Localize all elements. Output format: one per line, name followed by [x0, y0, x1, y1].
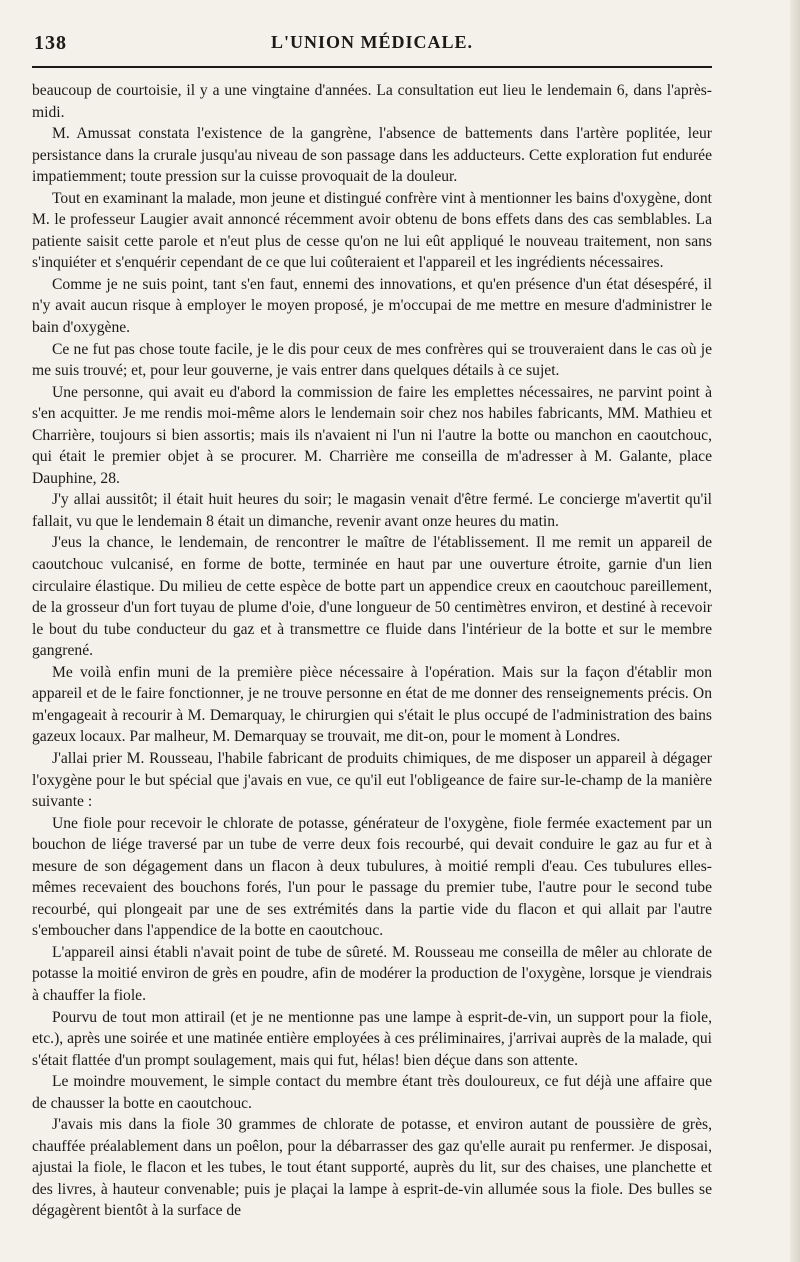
paragraph: M. Amussat constata l'existence de la gangrène, l'absence de battements dans l'artère poplitée, leur persistance dans la crurale jusqu'au niveau de son passage dans les adducteurs. Cette exploration fut endurée impatiemment; toute pression sur la cuisse provoquait de la douleur. [32, 125, 712, 186]
paragraph: Tout en examinant la malade, mon jeune et distingué confrère vint à mentionner les bains d'oxygène, dont M. le professeur Laugier avait annoncé récemment avoir obtenu de bons effets dans des cas semblables. La patiente saisit cette parole et n'eut plus de cesse qu'on ne lui eût appliqué le nouveau traitement, non sans s'inquiéter et s'enquérir cependant de ce que lui coûteraient et l'appareil et les ingrédients nécessaires. [32, 189, 712, 272]
paragraph: L'appareil ainsi établi n'avait point de tube de sûreté. M. Rousseau me conseilla de mêler au chlorate de potasse la moitié environ de grès en poudre, afin de modérer la production de l'oxygène, lorsque je viendrais à chauffer la fiole. [32, 943, 712, 1004]
paragraph: J'avais mis dans la fiole 30 grammes de chlorate de potasse, et environ autant de poussière de grès, chauffée préalablement dans un poêlon, pour la débarrasser des gaz qu'elle aurait pu renfermer. Je disposai, ajustai la fiole, le flacon et les tubes, le tout étant supporté, auprès du lit, sur des chaises, une planchette et des livres, à hauteur convenable; puis je plaçai la lampe à esprit-de-vin allumée sous la fiole. Des bulles se dégagèrent bientôt à la surface de [32, 1116, 712, 1220]
paragraph: J'eus la chance, le lendemain, de rencontrer le maître de l'établissement. Il me remit un appareil de caoutchouc vulcanisé, en forme de botte, terminée en haut par une ouverture étroite, garnie d'un lien circulaire élastique. Du milieu de cette espèce de botte part un appendice creux en caoutchouc pareillement, de la grosseur d'un fort tuyau de plume d'oie, d'une longueur de 50 centimètres environ, et destiné à recevoir le bout du tube conducteur du gaz et à transmettre ce fluide dans l'intérieur de la botte et sur le membre gangrené. [32, 534, 712, 660]
paragraph: Comme je ne suis point, tant s'en faut, ennemi des innovations, et qu'en présence d'un état désespéré, il n'y avait aucun risque à employer le moyen proposé, je m'occupai de me mettre en mesure d'administrer le bain d'oxygène. [32, 275, 712, 337]
paragraph: Ce ne fut pas chose toute facile, je le dis pour ceux de mes confrères qui se trouveraient dans le cas où je me suis trouvé; et, pour leur gouverne, je vais entrer dans quelques détails à ce sujet. [32, 340, 712, 380]
paragraph: Une personne, qui avait eu d'abord la commission de faire les emplettes nécessaires, ne parvint point à s'en acquitter. Je me rendis moi-même alors le lendemain soir chez nos habiles fabricants, MM. Mathieu et Charrière, toujours si bien assortis; mais ils n'avaient ni l'un ni l'autre la botte ou manchon en caoutchouc, qui était le premier objet à se procurer. M. Charrière me conseilla de m'adresser à M. Galante, place Dauphine, 28. [32, 383, 712, 487]
paragraph: Une fiole pour recevoir le chlorate de potasse, générateur de l'oxygène, fiole fermée exactement par un bouchon de liége traversé par un tube de verre deux fois recourbé, qui devait conduire le gaz au fur et à mesure de son dégagement dans un flacon à deux tubulures, à moitié rempli d'eau. Ces tubulures elles-mêmes recevaient des bouchons forés, l'un pour le passage du premier tube, l'autre pour le second tube recourbé, qui plongeait par une de ses extrémités dans la partie vide du flacon et qui allait par l'autre s'emboucher dans l'appendice de la botte en caoutchouc. [32, 814, 712, 940]
paragraph: beaucoup de courtoisie, il y a une vingtaine d'années. La consultation eut lieu le lendemain 6, dans l'après-midi. [32, 82, 712, 121]
paragraph: J'y allai aussitôt; il était huit heures du soir; le magasin venait d'être fermé. Le concierge m'avertit qu'il fallait, vu que le lendemain 8 était un dimanche, revenir avant onze heures du matin. [32, 491, 712, 530]
header-rule [32, 66, 712, 68]
journal-title: L'UNION MÉDICALE. [270, 32, 474, 52]
paragraph: Me voilà enfin muni de la première pièce nécessaire à l'opération. Mais sur la façon d'établir mon appareil et de le faire fonctionner, je ne trouve personne en état de me donner des renseignements précis. On m'engageait à recourir à M. Demarquay, le chirurgien qui s'était le plus occupé de l'administration des bains gazeux locaux. Par malheur, M. Demarquay se trouvait, me dit-on, pour le moment à Londres. [32, 663, 712, 746]
paragraph: J'allai prier M. Rousseau, l'habile fabricant de produits chimiques, de me disposer un appareil à dégager l'oxygène pour le but spécial que j'avais en vue, ce qu'il eut l'obligeance de faire sur-le-champ de la manière suivante : [32, 749, 712, 811]
paragraph: Pourvu de tout mon attirail (et je ne mentionne pas une lampe à esprit-de-vin, un support pour la fiole, etc.), après une soirée et une matinée entière employées à ces préliminaires, j'arrivai auprès de la malade, qui s'était flattée d'un prompt soulagement, mais qui fut, hélas! bien déçue dans son attente. [32, 1008, 712, 1069]
running-head [32, 30, 712, 58]
page-number: 138 [34, 32, 67, 54]
paragraph: Le moindre mouvement, le simple contact du membre étant très douloureux, ce fut déjà une affaire que de chausser la botte en caoutchouc. [32, 1073, 712, 1112]
page-edge [790, 0, 800, 1262]
article-body [32, 80, 712, 1222]
